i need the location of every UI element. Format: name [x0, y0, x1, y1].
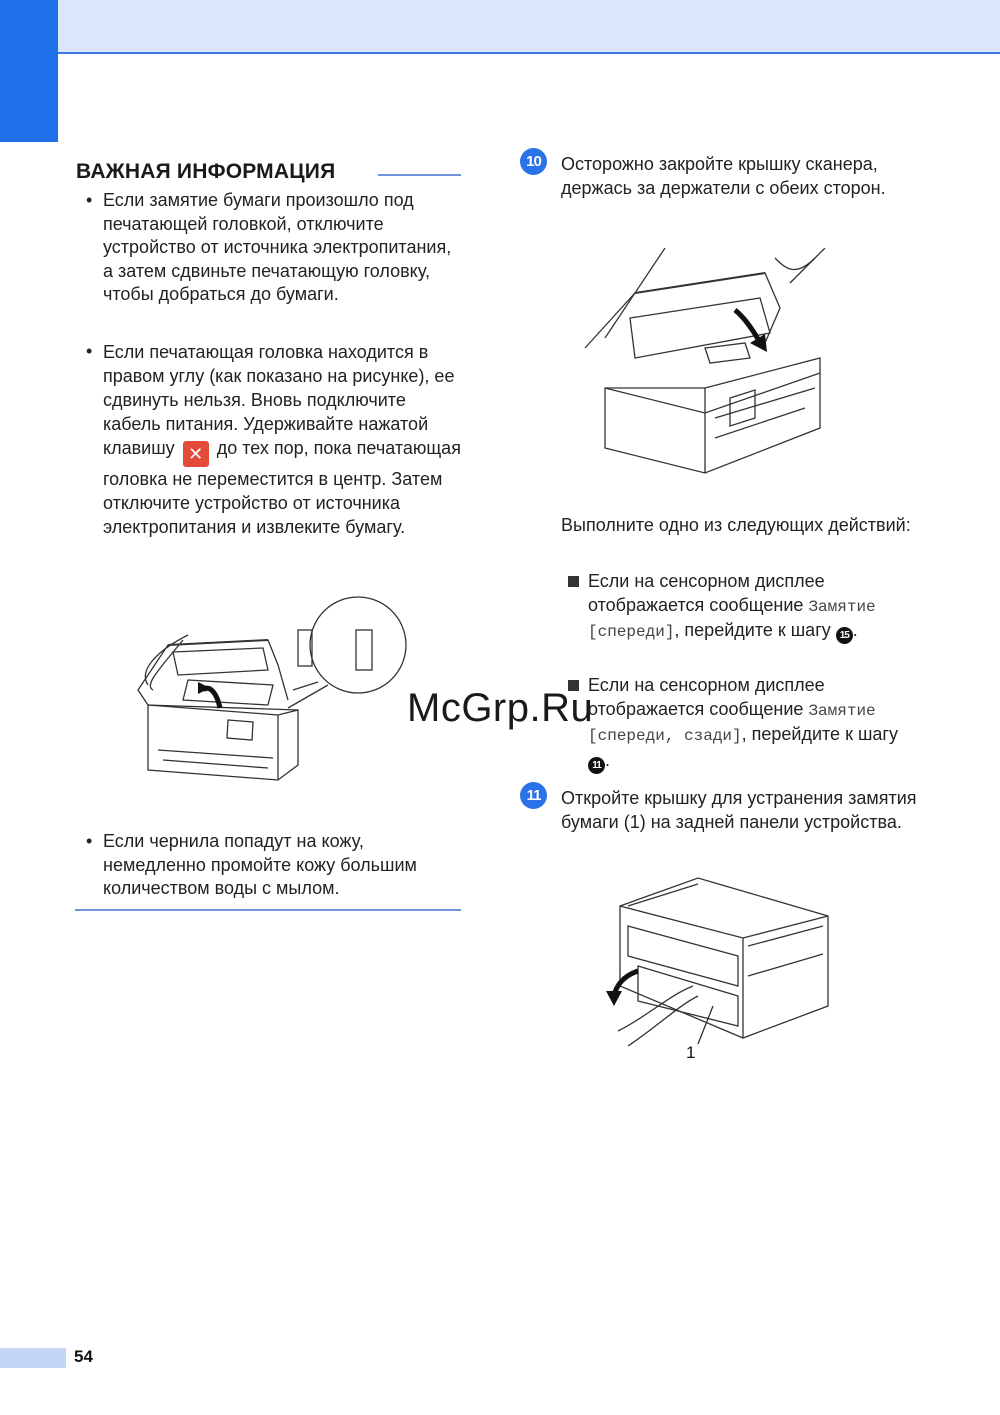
rear-cover-illustration	[598, 876, 838, 1066]
step-ref-15[interactable]: 15	[836, 627, 853, 644]
step-10-followup: Выполните одно из следующих действий:	[561, 515, 911, 535]
option-2-text: Если на сенсорном дисплее отображается сообщение	[588, 675, 825, 719]
bullet-dot: •	[86, 831, 93, 851]
stop-key-icon: ✕	[183, 441, 209, 467]
page-number: 54	[74, 1347, 93, 1366]
header-band	[0, 0, 1000, 54]
important-bottom-rule	[75, 909, 461, 911]
step-10-text: Осторожно закройте крышку сканера, держась за держатели с обеих сторон.	[561, 154, 886, 198]
option-1-code: Замятие [спереди]	[588, 597, 876, 641]
step-ref-11[interactable]: 11	[588, 757, 605, 774]
bullet-text: Если замятие бумаги произошло под печатающей головкой, отключите устройство от источника электропитания, а затем сдвиньте печатающую головку, чтобы добраться до бумаги.	[103, 190, 452, 304]
step-11-number: 11	[520, 782, 547, 809]
bullet-dot: •	[86, 341, 93, 361]
bullet-text: до тех пор, пока печатающая головка не переместится в центр. Затем отключите устройство от источника электропитания и извлеките бумагу.	[103, 438, 461, 537]
step-10-number: 10	[520, 148, 547, 175]
important-bullet-1	[86, 189, 463, 307]
option-2: Если на сенсорном дисплее отображается сообщение Замятие [спереди, сзади], перейдите к шагу 11 .	[588, 674, 918, 774]
callout-1: 1	[686, 1043, 696, 1062]
printhead-illustration	[128, 590, 408, 790]
option-2-code: Замятие [спереди, сзади]	[588, 701, 876, 745]
option-1: Если на сенсорном дисплее отображается сообщение Замятие [спереди], перейдите к шагу 15 .	[588, 570, 918, 645]
step-11-text: Откройте крышку для устранения замятия бумаги (1) на задней панели устройства.	[561, 788, 917, 832]
chapter-tab	[0, 0, 58, 142]
important-bullet-3	[86, 830, 463, 901]
important-title: ВАЖНАЯ ИНФОРМАЦИЯ	[76, 160, 336, 183]
option-1-tail: , перейдите к шагу	[674, 620, 831, 640]
option-1-bullet	[568, 576, 579, 587]
bullet-text: Если чернила попадут на кожу, немедленно промойте кожу большим количеством воды с мылом.	[103, 831, 417, 898]
footer-band	[0, 1348, 66, 1368]
important-bullet-2	[86, 340, 463, 539]
watermark: McGrp.Ru	[407, 686, 594, 730]
bullet-text: Если печатающая головка находится в правом углу (как показано на рисунке), ее сдвинуть нельзя. Вновь подключите кабель питания. Удерживайте нажатой клавишу	[103, 342, 455, 458]
important-title-rule	[378, 174, 461, 176]
option-1-text: Если на сенсорном дисплее отображается сообщение	[588, 571, 825, 615]
close-scanner-illustration	[575, 248, 835, 483]
option-2-tail: , перейдите к шагу	[741, 724, 898, 744]
bullet-dot: •	[86, 190, 93, 210]
